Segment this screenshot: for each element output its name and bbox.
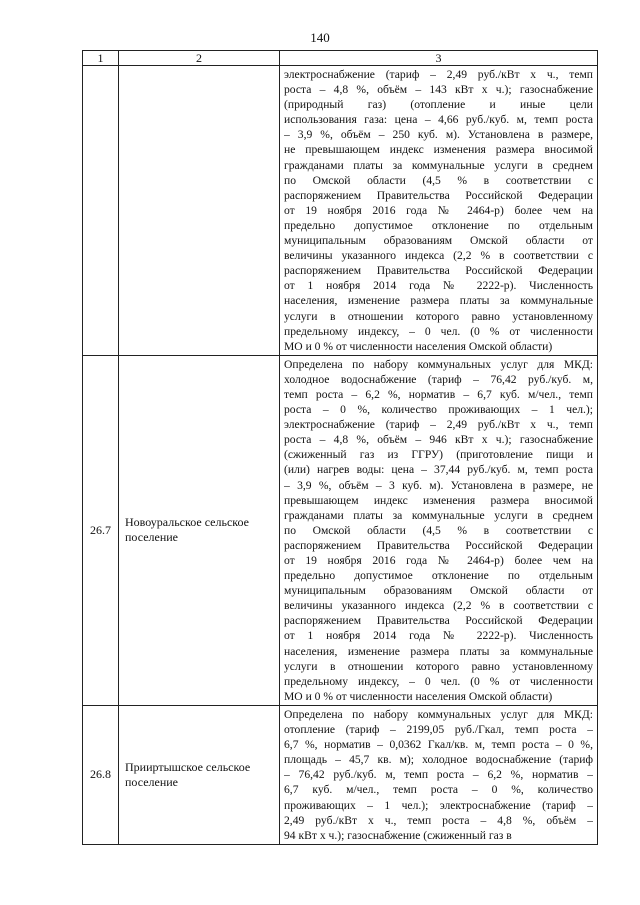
description-cell	[280, 705, 598, 844]
description-line: гражданами платы за коммунальные услуги в среднем	[284, 508, 593, 522]
description-line: (или) нагрев воды: цена – 37,44 руб./куб. м, темп роста	[284, 463, 593, 477]
description-line: от 1 ноября 2014 года № 2222-р). Численность	[284, 629, 593, 643]
description-line: распоряжением Правительства Российской Федерации	[284, 614, 593, 628]
description-line: предельному индексу, – 0 чел. (0 % от численности	[284, 324, 593, 338]
description-line: предельно допустимое отклонение по отдельным	[284, 218, 593, 232]
description-line: предельно допустимое отклонение по отдельным	[284, 569, 593, 583]
row-number	[83, 66, 119, 356]
description-line: распоряжением Правительства Российской Федерации	[284, 538, 593, 552]
description-line: от 1 ноября 2014 года № 2222-р). Численность	[284, 279, 593, 293]
description-line: от 19 ноября 2016 года № 2464-р) более чем на	[284, 203, 593, 217]
description-line: населения, изменение размера платы за коммунальные	[284, 294, 593, 308]
description-line: использования газа: цена – 4,66 руб./куб. м, темп роста	[284, 113, 593, 127]
description-line: – 3,9 %, объём – 3 куб. м). Установлена в размере, не	[284, 478, 593, 492]
description-line: муниципальным образованиям Омской области от	[284, 584, 593, 598]
description-line: МО и 0 % от численности населения Омской области)	[284, 689, 553, 703]
description-line: Определена по набору коммунальных услуг для МКД:	[284, 707, 593, 721]
description-line: отопление (тариф – 2199,05 руб./Гкал, темп роста –	[284, 723, 593, 737]
description-line: по Омской области (4,5 % в соответствии с	[284, 523, 593, 537]
description-line: услуги в отношении которого равно установленному	[284, 659, 593, 673]
description-line: превышающем индекс изменения размера вносимой	[284, 493, 593, 507]
description-line: населения, изменение размера платы за коммунальные	[284, 644, 593, 658]
description-line: распоряжением Правительства Российской Федерации	[284, 188, 593, 202]
description-line: распоряжением Правительства Российской Федерации	[284, 264, 593, 278]
header-col-3: 3	[280, 51, 598, 66]
description-line: предельному индексу, – 0 чел. (0 % от численности	[284, 674, 593, 688]
description-line: 6,7 %, норматив – 0,0362 Гкал/кв. м, темп роста – 0 %,	[284, 738, 593, 752]
description-line: 94 кВт х ч.); газоснабжение (сжиженный газ в	[284, 828, 512, 842]
description-line: не превышающем индекс изменения размера вносимой	[284, 143, 593, 157]
description-line: 6,7 куб. м/чел., темп роста – 0 %, количество	[284, 783, 593, 797]
description-line: МО и 0 % от численности населения Омской области)	[284, 339, 553, 353]
description-line: электроснабжение (тариф – 2,49 руб./кВт х ч., темп	[284, 68, 593, 81]
description-line: роста – 0 %, количество проживающих – 1 чел.);	[284, 403, 593, 417]
description-line: (сжиженный газ из ГГРУ) (приготовление пищи и	[284, 448, 593, 462]
table-header-row	[83, 51, 598, 66]
description-cell	[280, 66, 598, 356]
description-line: проживающих – 1 чел.); электроснабжение (тариф –	[284, 798, 593, 812]
settlement-name: Прииртышское сельское поселение	[119, 705, 280, 844]
table-row	[83, 355, 598, 705]
description-line: величины указанного индекса (2,2 % в соответствии с	[284, 599, 593, 613]
description-line: величины указанного индекса (2,2 % в соответствии с	[284, 249, 593, 263]
description-line: – 3,9 %, объём – 250 куб. м). Установлена в размере,	[284, 128, 593, 142]
description-line: Определена по набору коммунальных услуг для МКД:	[284, 357, 593, 371]
description-line: муниципальным образованиям Омской области от	[284, 234, 593, 248]
settlement-name: Новоуральское сельское поселение	[119, 355, 280, 705]
description-line: роста – 4,8 %, объём – 946 кВт х ч.); газоснабжение	[284, 433, 593, 447]
description-line: услуги в отношении которого равно установленному	[284, 309, 593, 323]
description-line: по Омской области (4,5 % в соответствии с	[284, 173, 593, 187]
document-table	[82, 50, 598, 845]
description-line: 2,49 руб./кВт х ч., темп роста – 4,8 %, объём –	[284, 813, 593, 827]
table-row	[83, 66, 598, 356]
description-line: площадь – 45,7 кв. м); холодное водоснабжение (тариф	[284, 753, 593, 767]
row-number: 26.8	[83, 705, 119, 844]
header-col-1: 1	[83, 51, 119, 66]
description-line: от 19 ноября 2016 года № 2464-р) более чем на	[284, 554, 593, 567]
description-line: – 76,42 руб./куб. м, темп роста – 6,2 %, норматив –	[284, 768, 593, 782]
description-line: темп роста – 6,2 %, норматив – 6,7 куб. м/чел., темп	[284, 387, 593, 401]
page-number: 140	[310, 30, 330, 45]
description-line: роста – 4,8 %, объём – 143 кВт х ч.); газоснабжение	[284, 83, 593, 97]
settlement-name	[119, 66, 280, 356]
description-line: гражданами платы за коммунальные услуги в среднем	[284, 158, 593, 172]
table-row	[83, 705, 598, 844]
row-number: 26.7	[83, 355, 119, 705]
description-line: (природный газ) (отопление и иные цели	[284, 98, 593, 112]
header-col-2: 2	[119, 51, 280, 66]
description-line: холодное водоснабжение (тариф – 76,42 руб./куб. м,	[284, 372, 593, 386]
description-cell	[280, 355, 598, 705]
description-line: электроснабжение (тариф – 2,49 руб./кВт х ч., темп	[284, 418, 593, 432]
